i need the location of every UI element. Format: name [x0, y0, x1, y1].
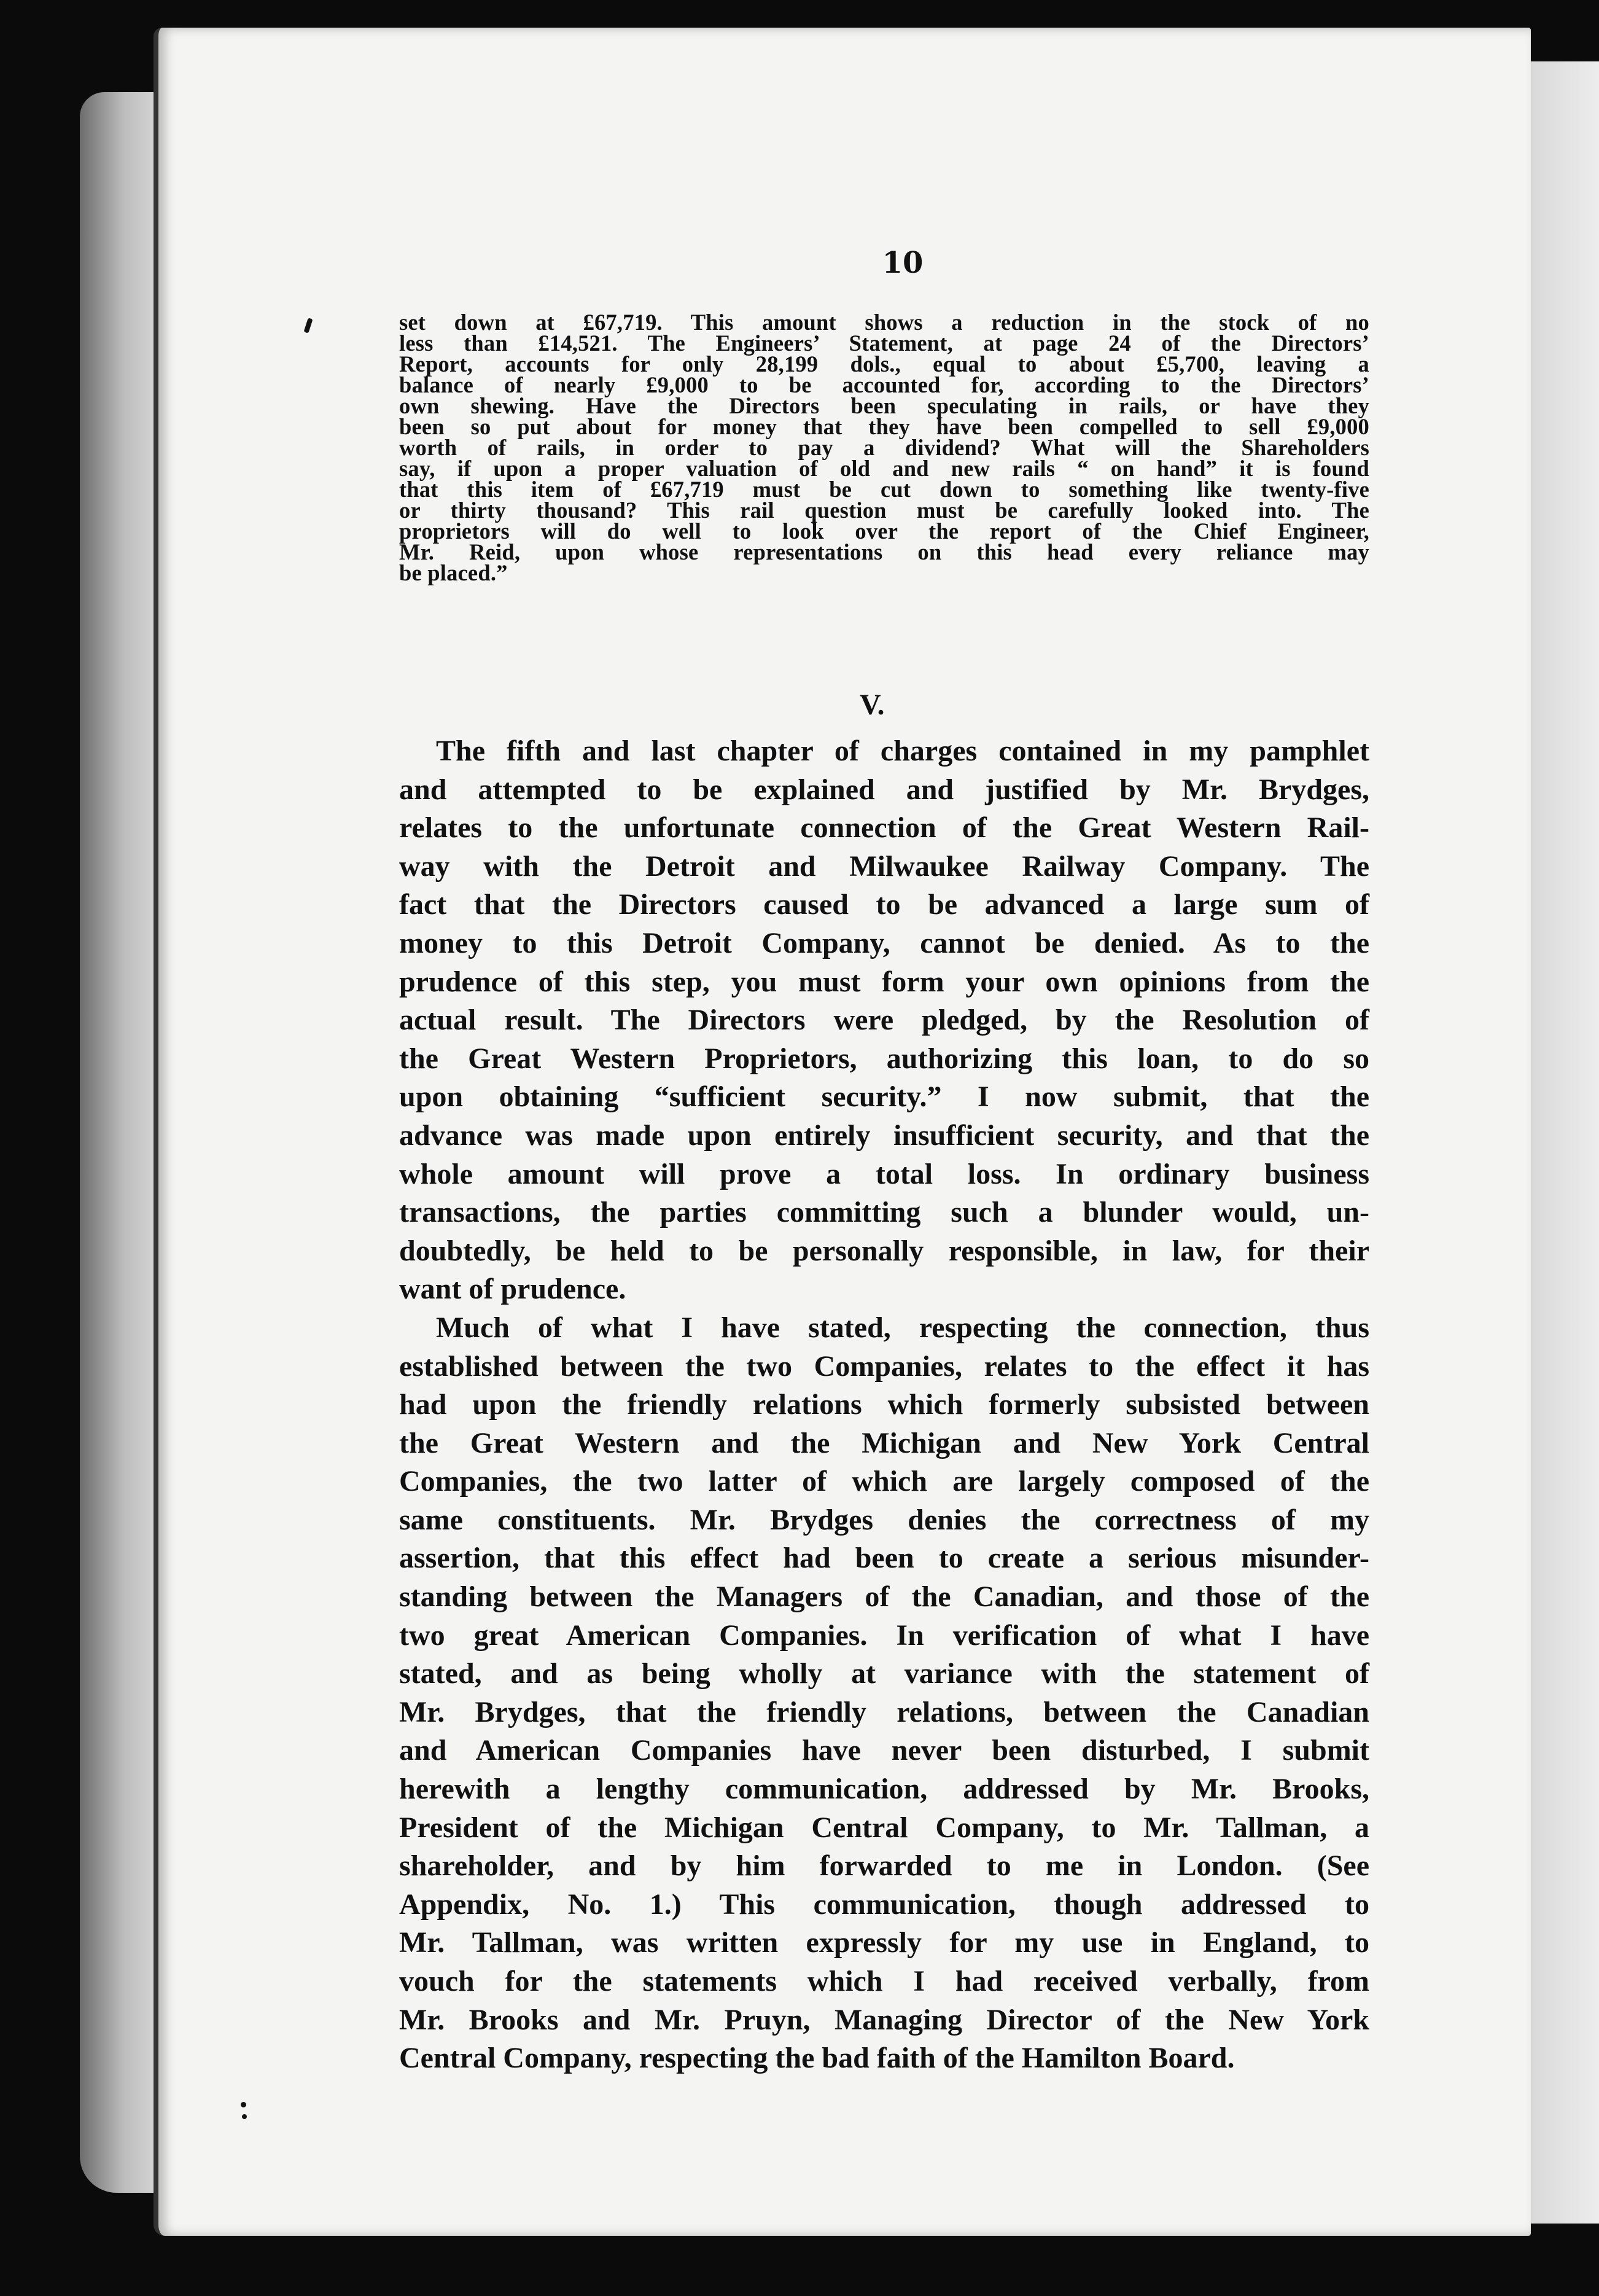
body-line: doubtedly, be held to be personally responsible, in law, for their [399, 1234, 1369, 1267]
quote-line: say, if upon a proper valuation of old and new rails “ on hand” it is found [399, 456, 1369, 481]
quote-line: proprietors will do well to look over the report of the Chief Engineer, [399, 518, 1369, 544]
body-line: standing between the Managers of the Canadian, and those of the [399, 1580, 1369, 1614]
quote-line: balance of nearly £9,000 to be accounted for, according to the Directors’ [399, 372, 1369, 397]
body-line: Mr. Brydges, that the friendly relations, between the Canadian [399, 1695, 1369, 1728]
body-line: had upon the friendly relations which formerly subsisted between [399, 1388, 1369, 1421]
body-line: assertion, that this effect had been to create a serious misunder- [399, 1542, 1369, 1575]
quote-line: Mr. Reid, upon whose representations on this head every reliance may [399, 539, 1369, 564]
body-line: established between the two Companies, relates to the effect it has [399, 1349, 1369, 1383]
quoted-passage [399, 312, 1369, 584]
body-line: herewith a lengthy communication, addressed by Mr. Brooks, [399, 1773, 1369, 1806]
body-line: fact that the Directors caused to be advanced a large sum of [399, 888, 1369, 921]
quote-line: less than £14,521. The Engineers’ Statement, at page 24 of the Directors’ [399, 330, 1369, 356]
quote-line: that this item of £67,719 must be cut down to something like twenty-five [399, 477, 1369, 502]
quote-line: been so put about for money that they have been compelled to sell £9,000 [399, 414, 1369, 439]
margin-dot-mark [242, 2114, 247, 2119]
body-line: Much of what I have stated, respecting the connection, thus [436, 1311, 1369, 1344]
body-line: whole amount will prove a total loss. In ordinary business [399, 1157, 1369, 1190]
body-line: transactions, the parties committing such a blunder would, un- [399, 1196, 1369, 1229]
body-line: President of the Michigan Central Company, to Mr. Tallman, a [399, 1811, 1369, 1844]
body-line: The fifth and last chapter of charges contained in my pamphlet [436, 735, 1369, 767]
quote-line: worth of rails, in order to pay a dividend? What will the Shareholders [399, 435, 1369, 460]
body-line: the Great Western Proprietors, authorizing this loan, to do so [399, 1042, 1369, 1075]
body-line: money to this Detroit Company, cannot be denied. As to the [399, 926, 1369, 959]
body-line: want of prudence. [399, 1273, 626, 1306]
body-line: advance was made upon entirely insufficient security, and that the [399, 1119, 1369, 1152]
body-line: upon obtaining “sufficient security.” I now submit, that the [399, 1080, 1369, 1114]
margin-dot-mark [241, 2102, 246, 2107]
quote-line: or thirty thousand? This rail question must be carefully looked into. The [399, 498, 1369, 523]
body-line: two great American Companies. In verification of what I have [399, 1619, 1369, 1652]
body-line: same constituents. Mr. Brydges denies the correctness of my [399, 1503, 1369, 1536]
body-line: Appendix, No. 1.) This communication, though addressed to [399, 1888, 1369, 1921]
body-line: prudence of this step, you must form your own opinions from the [399, 965, 1369, 998]
body-line: Mr. Brooks and Mr. Pruyn, Managing Director of the New York [399, 2003, 1369, 2036]
section-heading: V. [860, 689, 885, 721]
body-line: and attempted to be explained and justified by Mr. Brydges, [399, 773, 1369, 806]
body-line: actual result. The Directors were pledged, by the Resolution of [399, 1004, 1369, 1037]
body-line: the Great Western and the Michigan and New York Central [399, 1426, 1369, 1459]
quote-line: Report, accounts for only 28,199 dols., equal to about £5,700, leaving a [399, 351, 1369, 377]
body-text [399, 732, 1369, 2078]
body-line: way with the Detroit and Milwaukee Railway Company. The [399, 849, 1369, 883]
body-line: Central Company, respecting the bad faith of the Hamilton Board. [399, 2042, 1235, 2075]
body-line: relates to the unfortunate connection of the Great Western Rail- [399, 811, 1369, 845]
body-line: and American Companies have never been disturbed, I submit [399, 1734, 1369, 1767]
quote-line: set down at £67,719. This amount shows a reduction in the stock of no [399, 310, 1369, 335]
body-line: Mr. Tallman, was written expressly for my use in England, to [399, 1926, 1369, 1959]
body-line: vouch for the statements which I had received verbally, from [399, 1965, 1369, 1997]
page-number: 10 [882, 246, 924, 280]
body-line: stated, and as being wholly at variance with the statement of [399, 1657, 1369, 1690]
body-line: shareholder, and by him forwarded to me in London. (See [399, 1849, 1369, 1883]
quote-line: be placed.” [399, 560, 508, 585]
body-line: Companies, the two latter of which are largely composed of the [399, 1465, 1369, 1498]
quote-line: own shewing. Have the Directors been speculating in rails, or have they [399, 393, 1369, 418]
